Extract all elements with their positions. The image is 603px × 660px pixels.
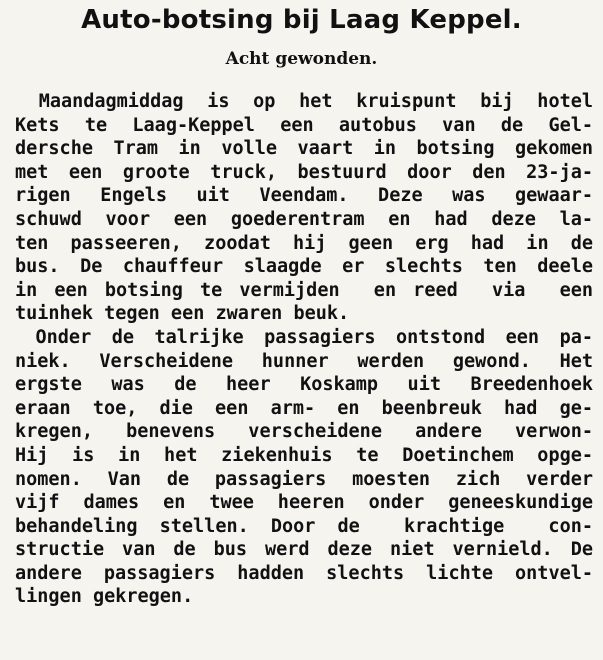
article-line: ten passeeren, zoodat hij geen erg had in de: [15, 232, 593, 254]
subheadline: Acht gewonden.: [225, 49, 378, 69]
article-line: Maandagmiddag is op het kruispunt bij hotel: [15, 91, 593, 112]
article-line: Kets te Laag-Keppel een autobus van de Gel-: [15, 114, 593, 136]
article-line: dersche Tram in volle vaart in botsing gekomen: [15, 138, 593, 160]
article-line: vijf dames en twee heeren onder geneeskundige: [15, 492, 593, 514]
article-line: behandeling stellen. Door de krachtige con-: [15, 515, 593, 537]
article-line: nomen. Van de passagiers moesten zich verder: [15, 468, 593, 490]
article-line: bus. De chauffeur slaagde er slechts ten deele: [15, 256, 593, 278]
article-line: tuinhek tegen een zwaren beuk.: [15, 303, 350, 325]
article-line: rigen Engels uit Veendam. Deze was gewaar-: [15, 185, 593, 207]
article-line: in een botsing te vermijden en reed via een: [15, 279, 593, 301]
article-line: structie van de bus werd deze niet vernield. De: [15, 539, 593, 561]
article-line: schuwd voor een goederentram en had deze la-: [15, 208, 593, 230]
article-line: andere passagiers hadden slechts lichte ontvel-: [15, 562, 593, 584]
headline: Auto-botsing bij Laag Keppel.: [81, 5, 522, 35]
article-line: ergste was de heer Koskamp uit Breedenhoek: [15, 374, 593, 396]
article-line: lingen gekregen.: [15, 586, 194, 608]
article-line: kregen, benevens verscheidene andere verwon-: [15, 421, 593, 443]
article-body: [15, 90, 593, 609]
article-line: niek. Verscheidene hunner werden gewond. Het: [15, 350, 593, 372]
article-line: Onder de talrijke passagiers ontstond een pa-: [15, 326, 593, 348]
article-line: eraan toe, die een arm- en beenbreuk had ge-: [15, 397, 593, 419]
article-line: met een groote truck, bestuurd door den 23-ja-: [15, 161, 593, 183]
article-line: Hij is in het ziekenhuis te Doetinchem opge-: [15, 444, 593, 466]
